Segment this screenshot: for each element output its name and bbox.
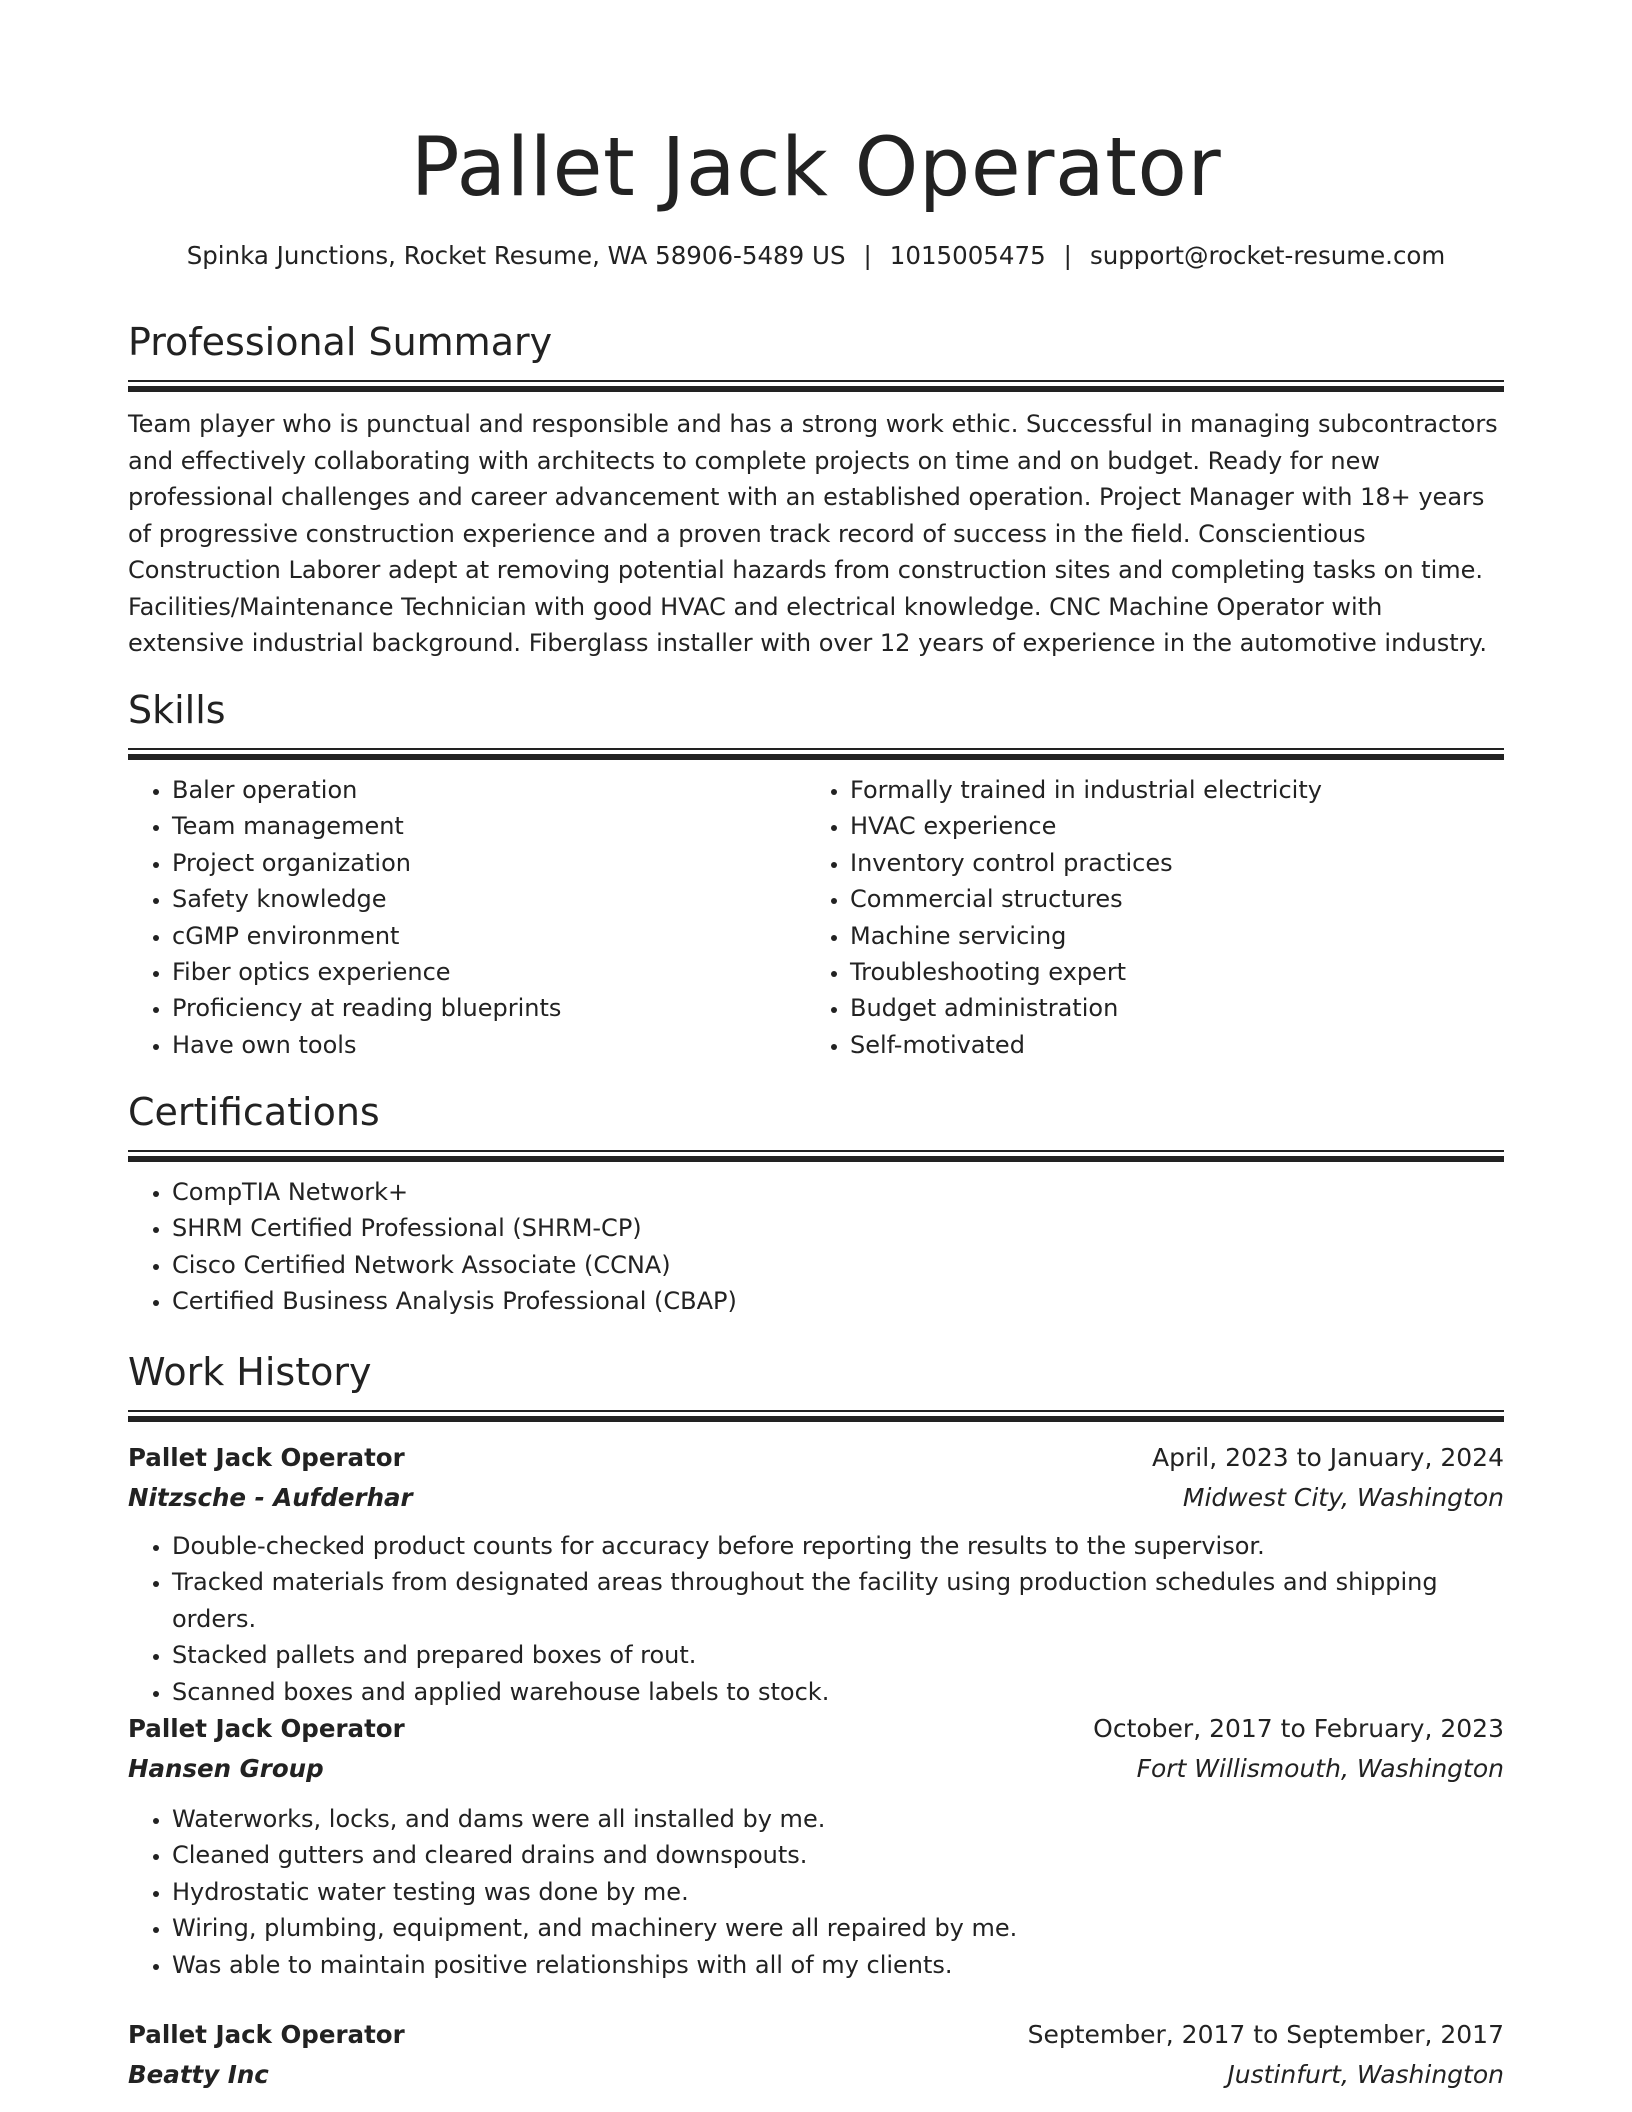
job-entry bbox=[128, 1709, 1504, 1983]
section-divider bbox=[128, 1150, 1504, 1164]
skill-item: • Commercial structures bbox=[850, 881, 1484, 917]
section-title-certifications: Certifications bbox=[128, 1090, 380, 1134]
skills-column-right bbox=[806, 772, 1484, 1063]
section-divider bbox=[128, 748, 1504, 762]
contact-separator: | bbox=[863, 241, 872, 270]
job-bullet: • Hydrostatic water testing was done by me. bbox=[172, 1874, 1504, 1910]
job-company-row bbox=[128, 2055, 1504, 2095]
job-bullet: • Scanned boxes and applied warehouse labels to stock. bbox=[172, 1674, 1504, 1710]
skills-grid bbox=[128, 772, 1504, 1063]
job-bullet: • Stacked pallets and prepared boxes of rout. bbox=[172, 1637, 1504, 1673]
certification-item: • Certified Business Analysis Professional (CBAP) bbox=[172, 1283, 1504, 1319]
skills-section bbox=[128, 684, 1504, 1063]
job-company: Beatty Inc bbox=[128, 2060, 269, 2089]
job-bullets bbox=[128, 1801, 1504, 1983]
section-title-work-history: Work History bbox=[128, 1350, 372, 1394]
skill-item: • HVAC experience bbox=[850, 808, 1484, 844]
certification-item: • CompTIA Network+ bbox=[172, 1174, 1504, 1210]
job-location: Fort Willismouth, Washington bbox=[1136, 1754, 1504, 1783]
job-dates: October, 2017 to February, 2023 bbox=[1093, 1714, 1504, 1743]
skill-item: • Fiber optics experience bbox=[172, 954, 806, 990]
skills-list-left bbox=[128, 772, 806, 1063]
skill-item: • Safety knowledge bbox=[172, 881, 806, 917]
job-company: Nitzsche - Aufderhar bbox=[128, 1483, 413, 1512]
job-bullet: • Cleaned gutters and cleared drains and downspouts. bbox=[172, 1837, 1504, 1873]
job-header-row bbox=[128, 1709, 1504, 1749]
skill-item: • Baler operation bbox=[172, 772, 806, 808]
skills-column-left bbox=[128, 772, 806, 1063]
skill-item: • Troubleshooting expert bbox=[850, 954, 1484, 990]
skill-item: • cGMP environment bbox=[172, 918, 806, 954]
job-bullets bbox=[128, 1528, 1504, 1710]
skill-item: • Proficiency at reading blueprints bbox=[172, 990, 806, 1026]
job-header-row bbox=[128, 2015, 1504, 2055]
skill-item: • Inventory control practices bbox=[850, 845, 1484, 881]
job-entry bbox=[128, 1438, 1504, 1710]
skill-item: • Budget administration bbox=[850, 990, 1484, 1026]
skill-item: • Team management bbox=[172, 808, 806, 844]
contact-separator: | bbox=[1063, 241, 1072, 270]
job-entry bbox=[128, 2015, 1504, 2095]
job-location: Midwest City, Washington bbox=[1182, 1483, 1504, 1512]
job-bullet: • Waterworks, locks, and dams were all installed by me. bbox=[172, 1801, 1504, 1837]
skills-list-right bbox=[806, 772, 1484, 1063]
job-company-row bbox=[128, 1478, 1504, 1518]
certifications-section bbox=[128, 1086, 1504, 1320]
section-divider bbox=[128, 1410, 1504, 1424]
skill-item: • Machine servicing bbox=[850, 918, 1484, 954]
candidate-name: Pallet Jack Operator bbox=[410, 121, 1222, 215]
job-bullet: • Double-checked product counts for accuracy before reporting the results to the supervisor. bbox=[172, 1528, 1504, 1564]
summary-section bbox=[128, 316, 1504, 662]
skill-item: • Formally trained in industrial electricity bbox=[850, 772, 1484, 808]
contact-address: Spinka Junctions, Rocket Resume, WA 58906-5489 US bbox=[186, 241, 846, 270]
contact-email[interactable]: support@rocket-resume.com bbox=[1089, 241, 1446, 270]
job-dates: April, 2023 to January, 2024 bbox=[1152, 1443, 1504, 1472]
job-title: Pallet Jack Operator bbox=[128, 1443, 405, 1472]
contact-line bbox=[88, 236, 1544, 276]
job-location: Justinfurt, Washington bbox=[1227, 2060, 1504, 2089]
section-title-summary: Professional Summary bbox=[128, 320, 553, 364]
certification-item: • Cisco Certified Network Associate (CCNA) bbox=[172, 1247, 1504, 1283]
job-bullet: • Tracked materials from designated areas throughout the facility using production schedules and shipping orders. bbox=[172, 1564, 1504, 1637]
section-title-skills: Skills bbox=[128, 688, 226, 732]
job-title: Pallet Jack Operator bbox=[128, 2020, 405, 2049]
contact-phone: 1015005475 bbox=[889, 241, 1046, 270]
job-bullet: • Wiring, plumbing, equipment, and machinery were all repaired by me. bbox=[172, 1910, 1504, 1946]
skill-item: • Have own tools bbox=[172, 1027, 806, 1063]
job-dates: September, 2017 to September, 2017 bbox=[1027, 2020, 1504, 2049]
certification-item: • SHRM Certified Professional (SHRM-CP) bbox=[172, 1210, 1504, 1246]
job-company-row bbox=[128, 1749, 1504, 1789]
job-company: Hansen Group bbox=[128, 1754, 324, 1783]
job-header-row bbox=[128, 1438, 1504, 1478]
job-bullet: • Was able to maintain positive relationships with all of my clients. bbox=[172, 1947, 1504, 1983]
summary-text: Team player who is punctual and responsible and has a strong work ethic. Successful in managing subcontractors and effectively collaborating with architects to complete projects on time and on budget. Ready for new professional challenges and career advancement with an established operation. Project Manager with 18+ years of progressive construction experience and a proven track record of success in the field. Conscientious Construction Laborer adept at removing potential hazards from construction sites and completing tasks on time. Facilities/Maintenance Technician with good HVAC and electrical knowledge. CNC Machine Operator with extensive industrial background. Fiberglass installer with over 12 years of experience in the automotive industry. bbox=[128, 410, 1498, 657]
section-divider bbox=[128, 380, 1504, 394]
job-title: Pallet Jack Operator bbox=[128, 1714, 405, 1743]
work-history-section bbox=[128, 1346, 1504, 1424]
certifications-list bbox=[128, 1174, 1504, 1320]
skill-item: • Project organization bbox=[172, 845, 806, 881]
skill-item: • Self-motivated bbox=[850, 1027, 1484, 1063]
